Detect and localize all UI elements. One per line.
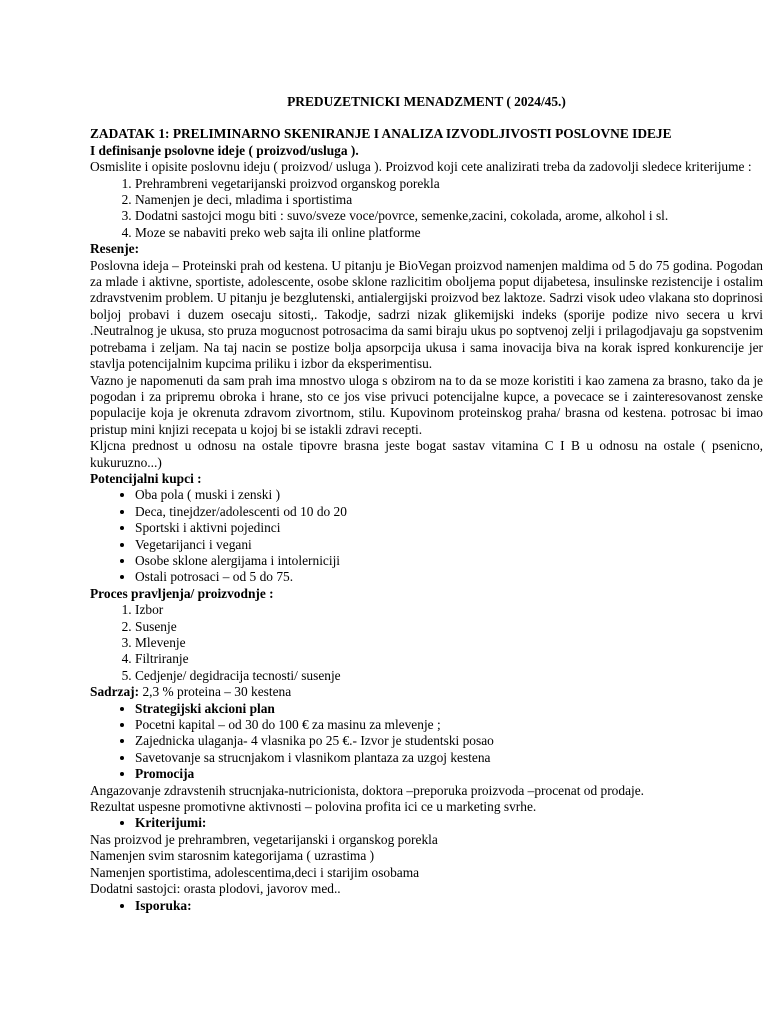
list-item: • Zajednicka ulaganja- 4 vlasnika po 25 €.- Izvor je studentski posao xyxy=(135,733,763,749)
buyers-list xyxy=(90,487,763,585)
plan-list xyxy=(90,701,763,783)
list-item: 4. Filtriranje xyxy=(135,651,763,667)
list-item: • Sportski i aktivni pojedinci xyxy=(135,520,763,536)
promo-line: Rezultat uspesne promotivne aktivnosti – polovina profita ici ce u marketing svrhe. xyxy=(90,799,537,815)
content-label: Sadrzaj: xyxy=(90,684,140,700)
criteria2-heading-list xyxy=(90,815,763,831)
list-item: • Deca, tinejdzer/adolescenti od 10 do 20 xyxy=(135,504,763,520)
list-item: 3. Dodatni sastojci mogu biti : suvo/sveze voce/povrce, semenke,zacini, cokolada, arome, alkohol i sl. xyxy=(135,208,763,224)
process-heading: Proces pravljenja/ proizvodnje : xyxy=(90,585,274,601)
solution-heading: Resenje: xyxy=(90,241,140,257)
list-item: • Vegetarijanci i vegani xyxy=(135,537,763,553)
intro-paragraph: Osmislite i opisite poslovnu ideju ( proizvod/ usluga ). Proizvod koji cete analizirati treba da zadovolji sledece kriterijume : xyxy=(90,159,752,175)
list-item: 5. Cedjenje/ degidracija tecnosti/ susenje xyxy=(135,668,763,684)
list-item: • Ostali potrosaci – od 5 do 75. xyxy=(135,569,763,585)
list-item: 3. Mlevenje xyxy=(135,635,763,651)
delivery-heading-list xyxy=(90,898,763,914)
criteria2-line: Namenjen sportistima, adolescentima,deci i starijim osobama xyxy=(90,864,420,880)
list-item: • Osobe sklone alergijama i intolerniciji xyxy=(135,553,763,569)
document-title: PREDUZETNICKI MENADZMENT ( 2024/45.) xyxy=(287,94,566,109)
promo-heading: • Promocija xyxy=(135,766,763,782)
content-line xyxy=(90,684,763,700)
promo-line: Angazovanje zdravstenih strucnjaka-nutricionista, doktora –preporuka proizvoda –procenat od prodaje. xyxy=(90,782,645,798)
list-item: 2. Namenjen je deci, mladima i sportistima xyxy=(135,192,763,208)
list-item: • Oba pola ( muski i zenski ) xyxy=(135,487,763,503)
solution-paragraph-2: Vazno je napomenuti da sam prah ima mnostvo uloga s obzirom na to da se moze koristiti i kao zamena za brasno, tako da je pogodan i za pripremu obroka i hrane, sto ce jos vise privuci potencijalne kupce, a povecace se i zainteresovanost zenske populacije koja je okrenuta zdravom zivortnom, stilu. Kupovinom proteinskog praha/ brasna od kestena. potrosac bi imao pristup mini knjizi recepata u kojoj bi se istakli zdravi recepti. xyxy=(90,372,763,437)
task-heading: ZADATAK 1: PRELIMINARNO SKENIRANJE I ANALIZA IZVODLJIVOSTI POSLOVNE IDEJE xyxy=(90,126,672,142)
delivery-heading: • Isporuka: xyxy=(135,898,763,914)
criteria2-line: Nas proizvod je prehrambren, vegetarijanski i organskog porekla xyxy=(90,831,438,847)
list-item: 1. Izbor xyxy=(135,602,763,618)
section-heading: I definisanje psolovne ideje ( proizvod/usluga ). xyxy=(90,142,359,158)
list-item: 4. Moze se nabaviti preko web sajta ili online platforme xyxy=(135,225,763,241)
solution-paragraph-1: Poslovna ideja – Proteinski prah od kestena. U pitanju je BioVegan proizvod namenjen maldima od 5 do 75 godina. Pogodan za mlade i aktivne, sportiste, adolescente, osobe sklone razlicitim oboljema poput dijabetesa, insulinske rezistencije i ostalim zdravstvenim problem. U pitanju je bezglutenski, antialergijski proizvod bez laktoze. Sadrzi visok udeo vlakana sto doprinosi boljoj probavi i duzem osecaju sitosti,. Takodje, sadrzi nizak glikemijski indeks (sporije podize nivo secera u krvi .Neutralnog je ukusa, sto pruza mogucnost potrosacima da sami biraju ukus po soptvenoj zelji i prilagodjavaju ga sopstvenim potrebama i zeljam. Na taj nacin se postize bolja apsorpcija ukusa i sama inovacija biva na korak ispred konkurencije jer stavlja potencijalnim kupcima priliku i izbor da eksperimentisu. xyxy=(90,257,763,372)
list-item: 1. Prehrambreni vegetarijanski proizvod organskog porekla xyxy=(135,176,763,192)
criteria-list xyxy=(90,176,763,242)
process-list xyxy=(90,602,763,684)
criteria2-line: Dodatni sastojci: orasta plodovi, javorov med.. xyxy=(90,881,341,897)
criteria2-line: Namenjen svim starosnim kategorijama ( uzrastima ) xyxy=(90,848,375,864)
content-value: 2,3 % proteina – 30 kestena xyxy=(139,684,292,700)
list-item: 2. Susenje xyxy=(135,619,763,635)
criteria2-heading: • Kriterijumi: xyxy=(135,815,763,831)
plan-heading: • Strategijski akcioni plan xyxy=(135,701,763,717)
buyers-heading: Potencijalni kupci : xyxy=(90,470,202,486)
list-item: • Savetovanje sa strucnjakom i vlasnikom plantaza za uzgoj kestena xyxy=(135,750,763,766)
list-item: • Pocetni kapital – od 30 do 100 € za masinu za mlevenje ; xyxy=(135,717,763,733)
solution-paragraph-3: Kljcna prednost u odnosu na ostale tipovre brasna jeste bogat sastav vitamina C I B u odnosu na ostale ( psenicno, kukuruzno...) xyxy=(90,438,763,470)
